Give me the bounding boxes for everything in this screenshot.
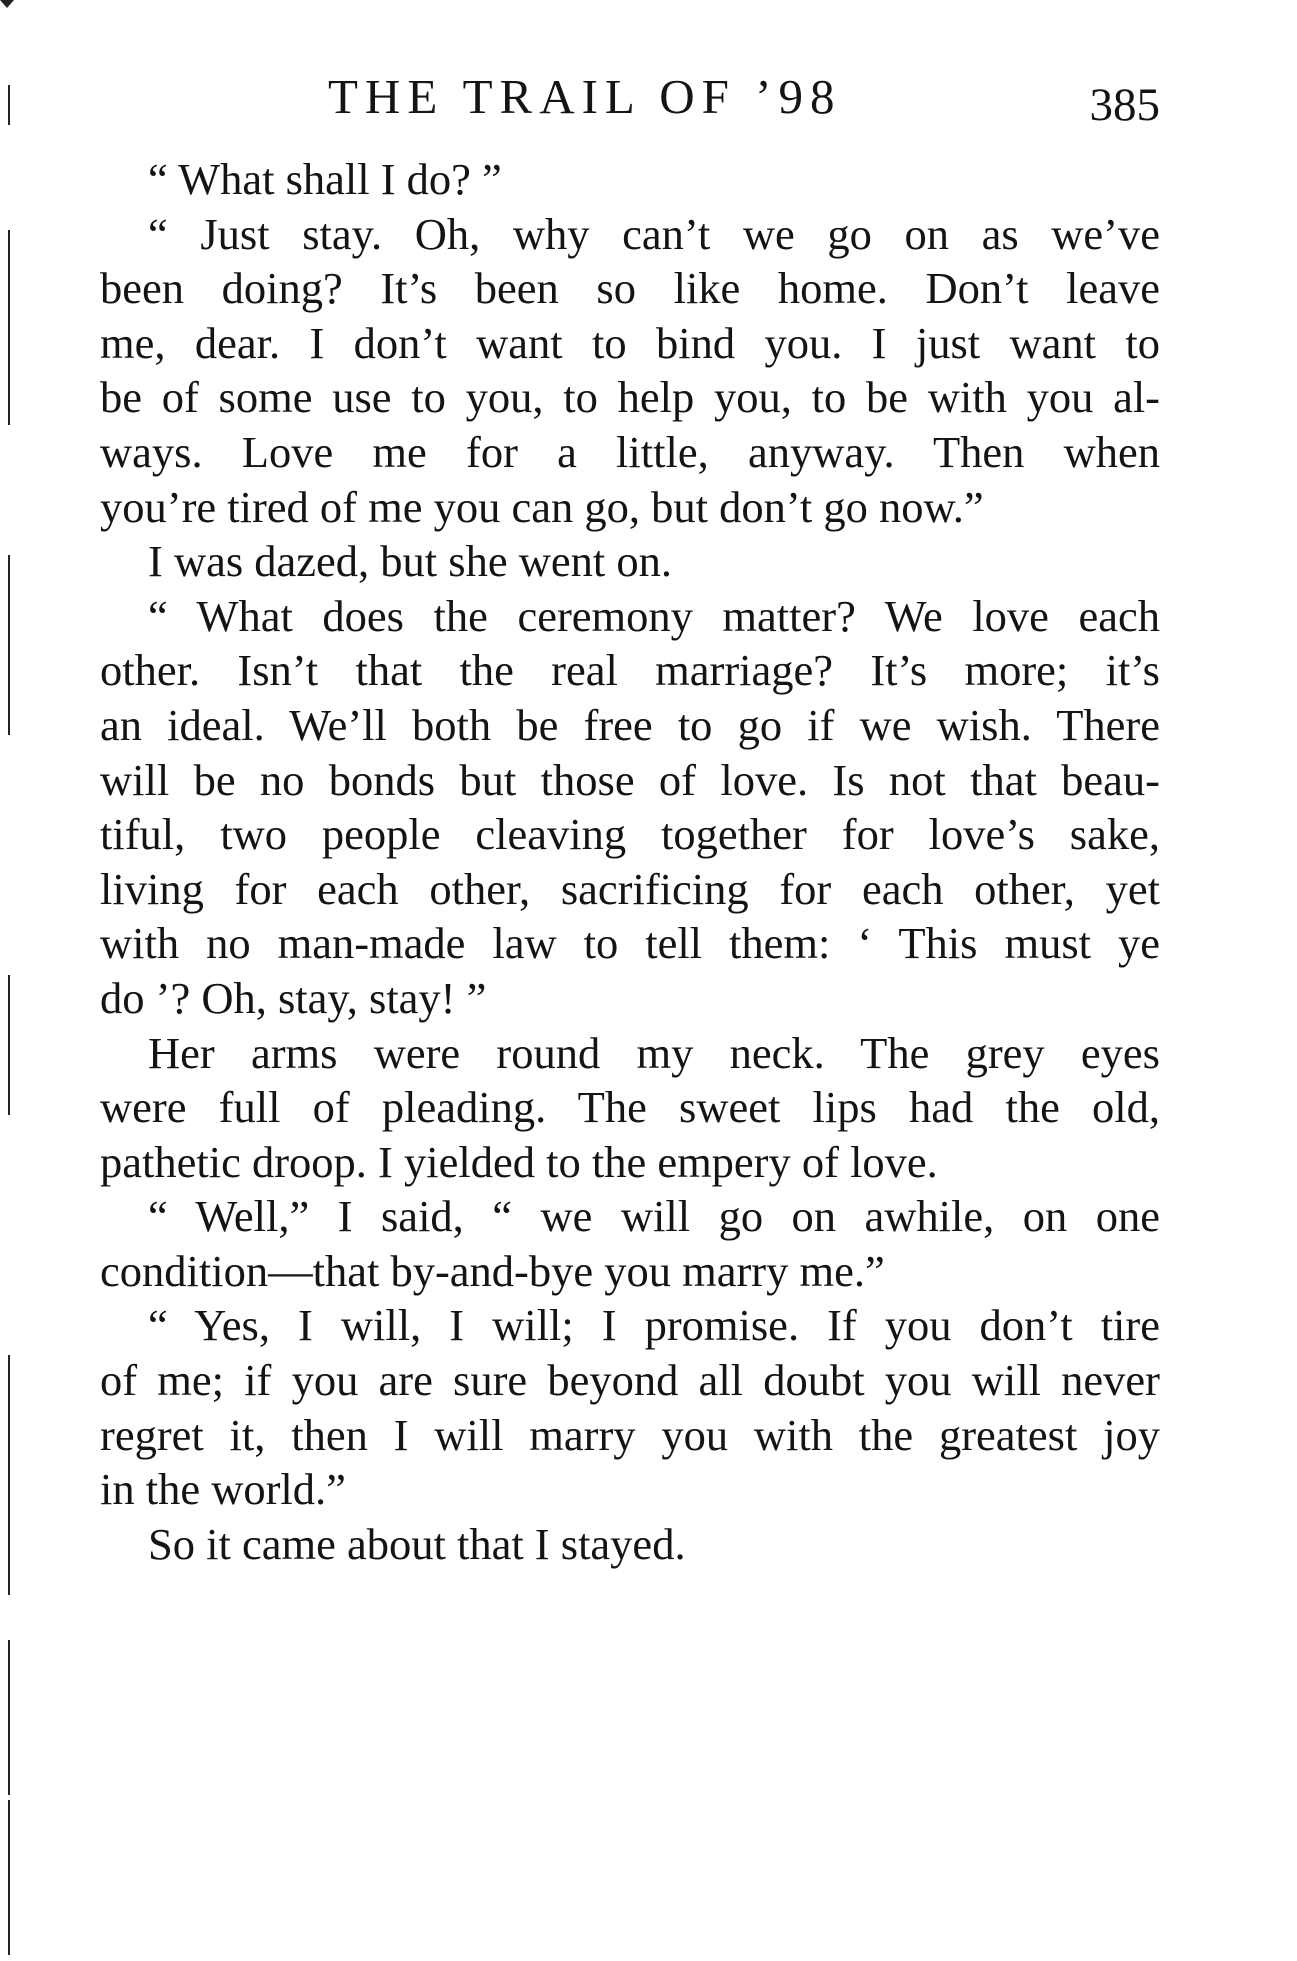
scan-corner-mark	[0, 0, 14, 8]
text-line: were full of pleading. The sweet lips had the old,	[100, 1082, 1160, 1133]
text-line: in the world.”	[100, 1464, 346, 1515]
binding-mark	[8, 1800, 10, 1955]
text-line: “ Well,” I said, “ we will go on awhile, on one	[148, 1191, 1160, 1242]
text-line: you’re tired of me you can go, but don’t go now.”	[100, 481, 984, 532]
page-number: 385	[1089, 79, 1160, 131]
binding-mark	[8, 1355, 10, 1595]
text-line: tiful, two people cleaving together for love’s sake,	[100, 809, 1160, 860]
binding-mark	[8, 1640, 10, 1795]
text-line: been doing? It’s been so like home. Don’t leave	[100, 263, 1160, 314]
text-line: living for each other, sacrificing for each other, yet	[100, 863, 1160, 914]
text-line: an ideal. We’ll both be free to go if we wish. There	[100, 699, 1160, 750]
binding-mark	[8, 230, 10, 425]
text-line: Her arms were round my neck. The grey eyes	[148, 1027, 1160, 1078]
text-line: other. Isn’t that the real marriage? It’s more; it’s	[100, 645, 1160, 696]
text-line: me, dear. I don’t want to bind you. I just want to	[100, 317, 1160, 368]
binding-mark	[8, 555, 10, 735]
text-line: condition—that by-and-bye you marry me.”	[100, 1245, 885, 1296]
text-line: So it came about that I stayed.	[148, 1518, 686, 1569]
text-line: of me; if you are sure beyond all doubt you will never	[100, 1355, 1160, 1406]
text-line: pathetic droop. I yielded to the empery of love.	[100, 1136, 938, 1187]
text-line: ways. Love me for a little, anyway. Then when	[100, 426, 1160, 477]
text-line: be of some use to you, to help you, to be with you al-	[100, 372, 1160, 423]
text-line: “ Just stay. Oh, why can’t we go on as we’ve	[148, 208, 1160, 259]
text-line: “ Yes, I will, I will; I promise. If you don’t tire	[148, 1300, 1160, 1351]
running-title: THE TRAIL OF ’98	[328, 69, 842, 124]
body-text	[100, 152, 1160, 1571]
page-header	[100, 62, 1160, 132]
binding-mark	[8, 975, 10, 1115]
text-line: “ What does the ceremony matter? We love each	[148, 590, 1160, 641]
text-line: I was dazed, but she went on.	[148, 536, 672, 587]
text-line: “ What shall I do? ”	[148, 154, 502, 204]
text-line: regret it, then I will marry you with the greatest joy	[100, 1409, 1160, 1460]
text-line: do ’? Oh, stay, stay! ”	[100, 972, 487, 1023]
text-line: will be no bonds but those of love. Is not that beau-	[100, 754, 1160, 805]
text-line: with no man-made law to tell them: ‘ This must ye	[100, 918, 1160, 969]
binding-mark	[8, 85, 10, 125]
